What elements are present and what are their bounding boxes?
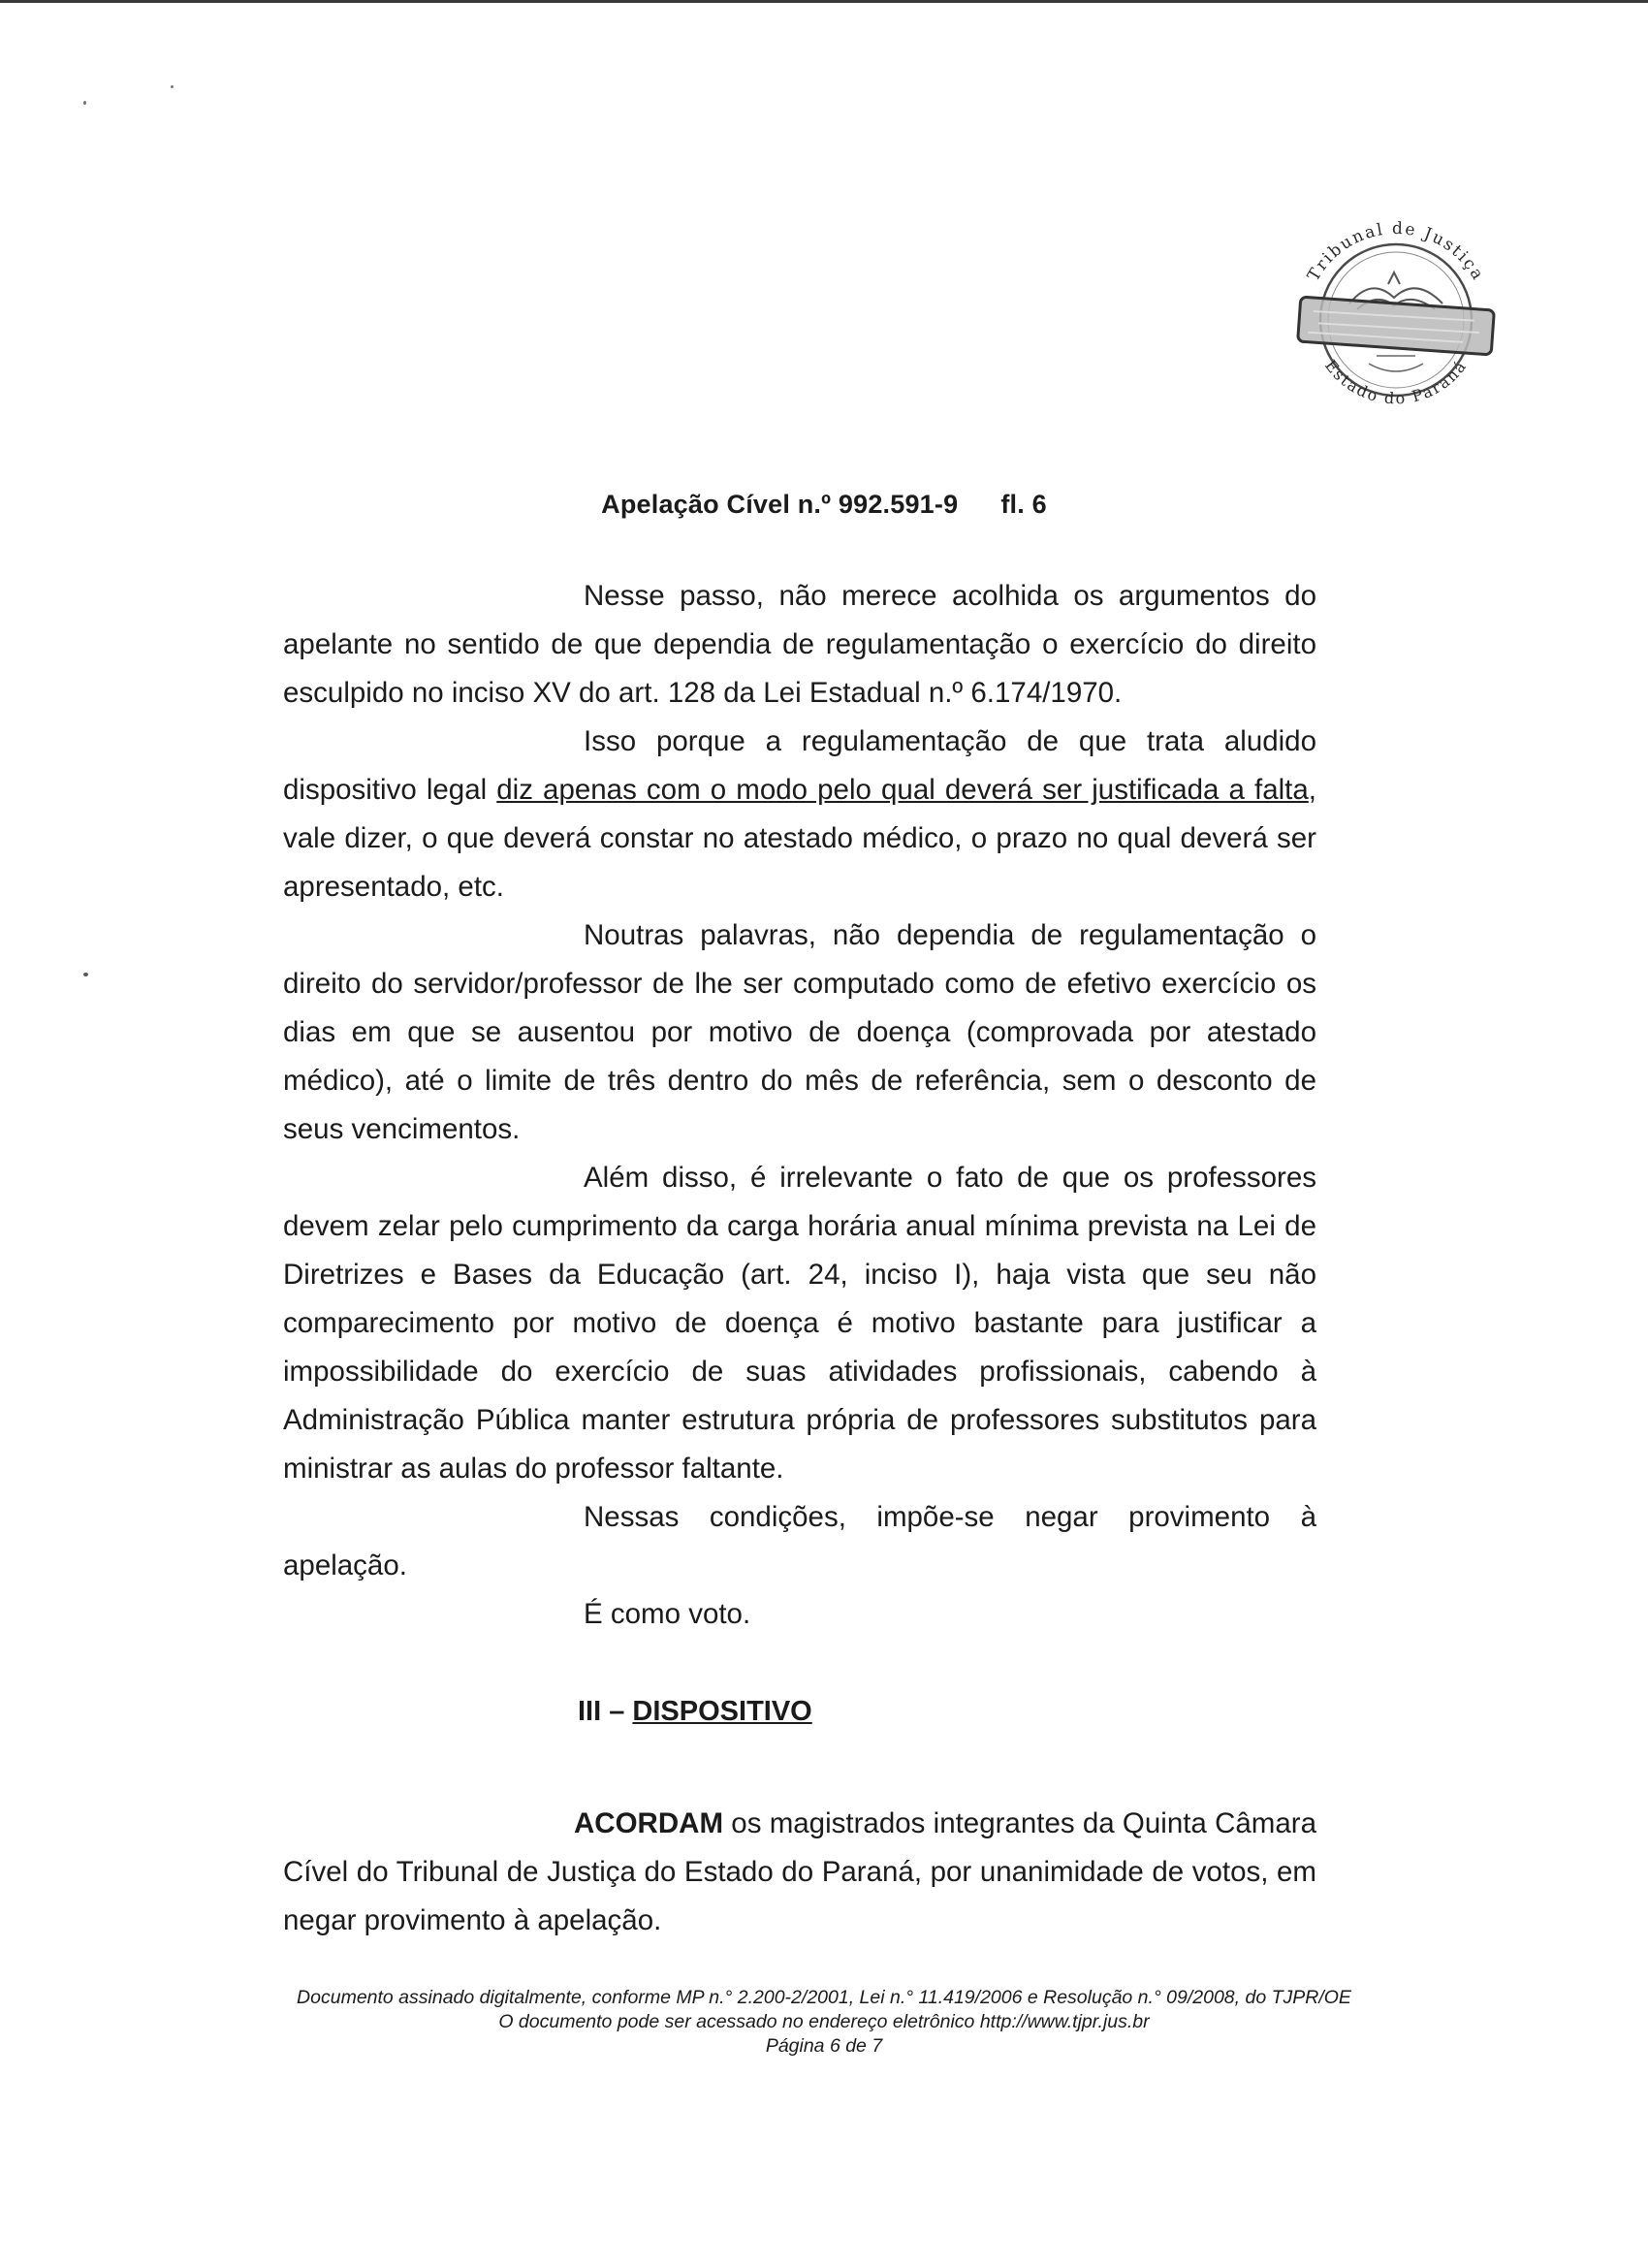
case-number: Apelação Cível n.º 992.591-9	[601, 490, 959, 519]
scan-speck	[83, 973, 88, 976]
paragraph	[283, 911, 1316, 1154]
paragraph-text: , vale dizer, o que deverá constar no atestado médico, o prazo no qual deverá ser apresentado, etc.	[283, 774, 1316, 903]
section-heading	[283, 1687, 1316, 1736]
page-top-border	[0, 0, 1648, 3]
section-prefix: III –	[578, 1696, 633, 1727]
paragraph	[283, 1493, 1316, 1590]
section-title: DISPOSITIVO	[632, 1696, 812, 1727]
footer-line-url: O documento pode ser acessado no endereço eletrônico http://www.tjpr.jus.br	[498, 2011, 1150, 2032]
paragraph-text: Isso porque a regulamentação de que trata aludido dispositivo legal	[283, 725, 1316, 806]
signature-footer	[0, 1986, 1648, 2059]
document-body	[283, 572, 1316, 1945]
court-seal-stamp	[1280, 208, 1512, 422]
scan-speck	[83, 101, 86, 105]
case-header	[0, 490, 1648, 520]
paragraph-text: Nessas condições, impõe-se negar provimento à apelação.	[283, 1501, 1316, 1581]
footer-line-signature: Documento assinado digitalmente, conforme MP n.° 2.200-2/2001, Lei n.° 11.419/2006 e Resolução n.° 09/2008, do TJPR/OE	[297, 1987, 1351, 2008]
underlined-text: diz apenas com o modo pelo qual deverá ser justificada a falta	[496, 774, 1309, 806]
paragraph-text: Nesse passo, não merece acolhida os argumentos do apelante no sentido de que dependia de regulamentação o exercício do direito esculpido no inciso XV do art. 128 da Lei Estadual n.º 6.174/1970.	[283, 580, 1316, 709]
acordam-lead: ACORDAM	[574, 1807, 724, 1839]
seal-bottom-text: Estado do Paraná	[1320, 356, 1472, 408]
paragraph	[283, 572, 1316, 718]
acordam-paragraph	[283, 1800, 1316, 1945]
paragraph	[283, 718, 1316, 911]
paragraph-text: Noutras palavras, não dependia de regulamentação o direito do servidor/professor de lhe ser computado como de efetivo exercício os dias em que se ausentou por motivo de doença (comprovada por atestado médico), até o limite de três dentro do mês de referência, sem o desconto de seus vencimentos.	[283, 919, 1316, 1145]
page-number: Página 6 de 7	[765, 2035, 883, 2057]
seal-top-text: Tribunal de Justiça	[1304, 218, 1488, 285]
acordam-text: os magistrados integrantes da Quinta Câmara Cível do Tribunal de Justiça do Estado do Paraná, por unanimidade de votos, em negar provimento à apelação.	[283, 1807, 1316, 1936]
scan-speck	[171, 85, 174, 88]
paragraph-text: Além disso, é irrelevante o fato de que os professores devem zelar pelo cumprimento da carga horária anual mínima prevista na Lei de Diretrizes e Bases da Educação (art. 24, inciso I), haja vista que seu não comparecimento por motivo de doença é motivo bastante para justificar a impossibilidade do exercício de suas atividades profissionais, cabendo à Administração Pública manter estrutura própria de professores substitutos para ministrar as aulas do professor faltante.	[283, 1162, 1316, 1485]
folio-number: fl. 6	[1000, 490, 1047, 519]
paragraph	[283, 1154, 1316, 1493]
vote-statement: É como voto.	[584, 1598, 751, 1630]
